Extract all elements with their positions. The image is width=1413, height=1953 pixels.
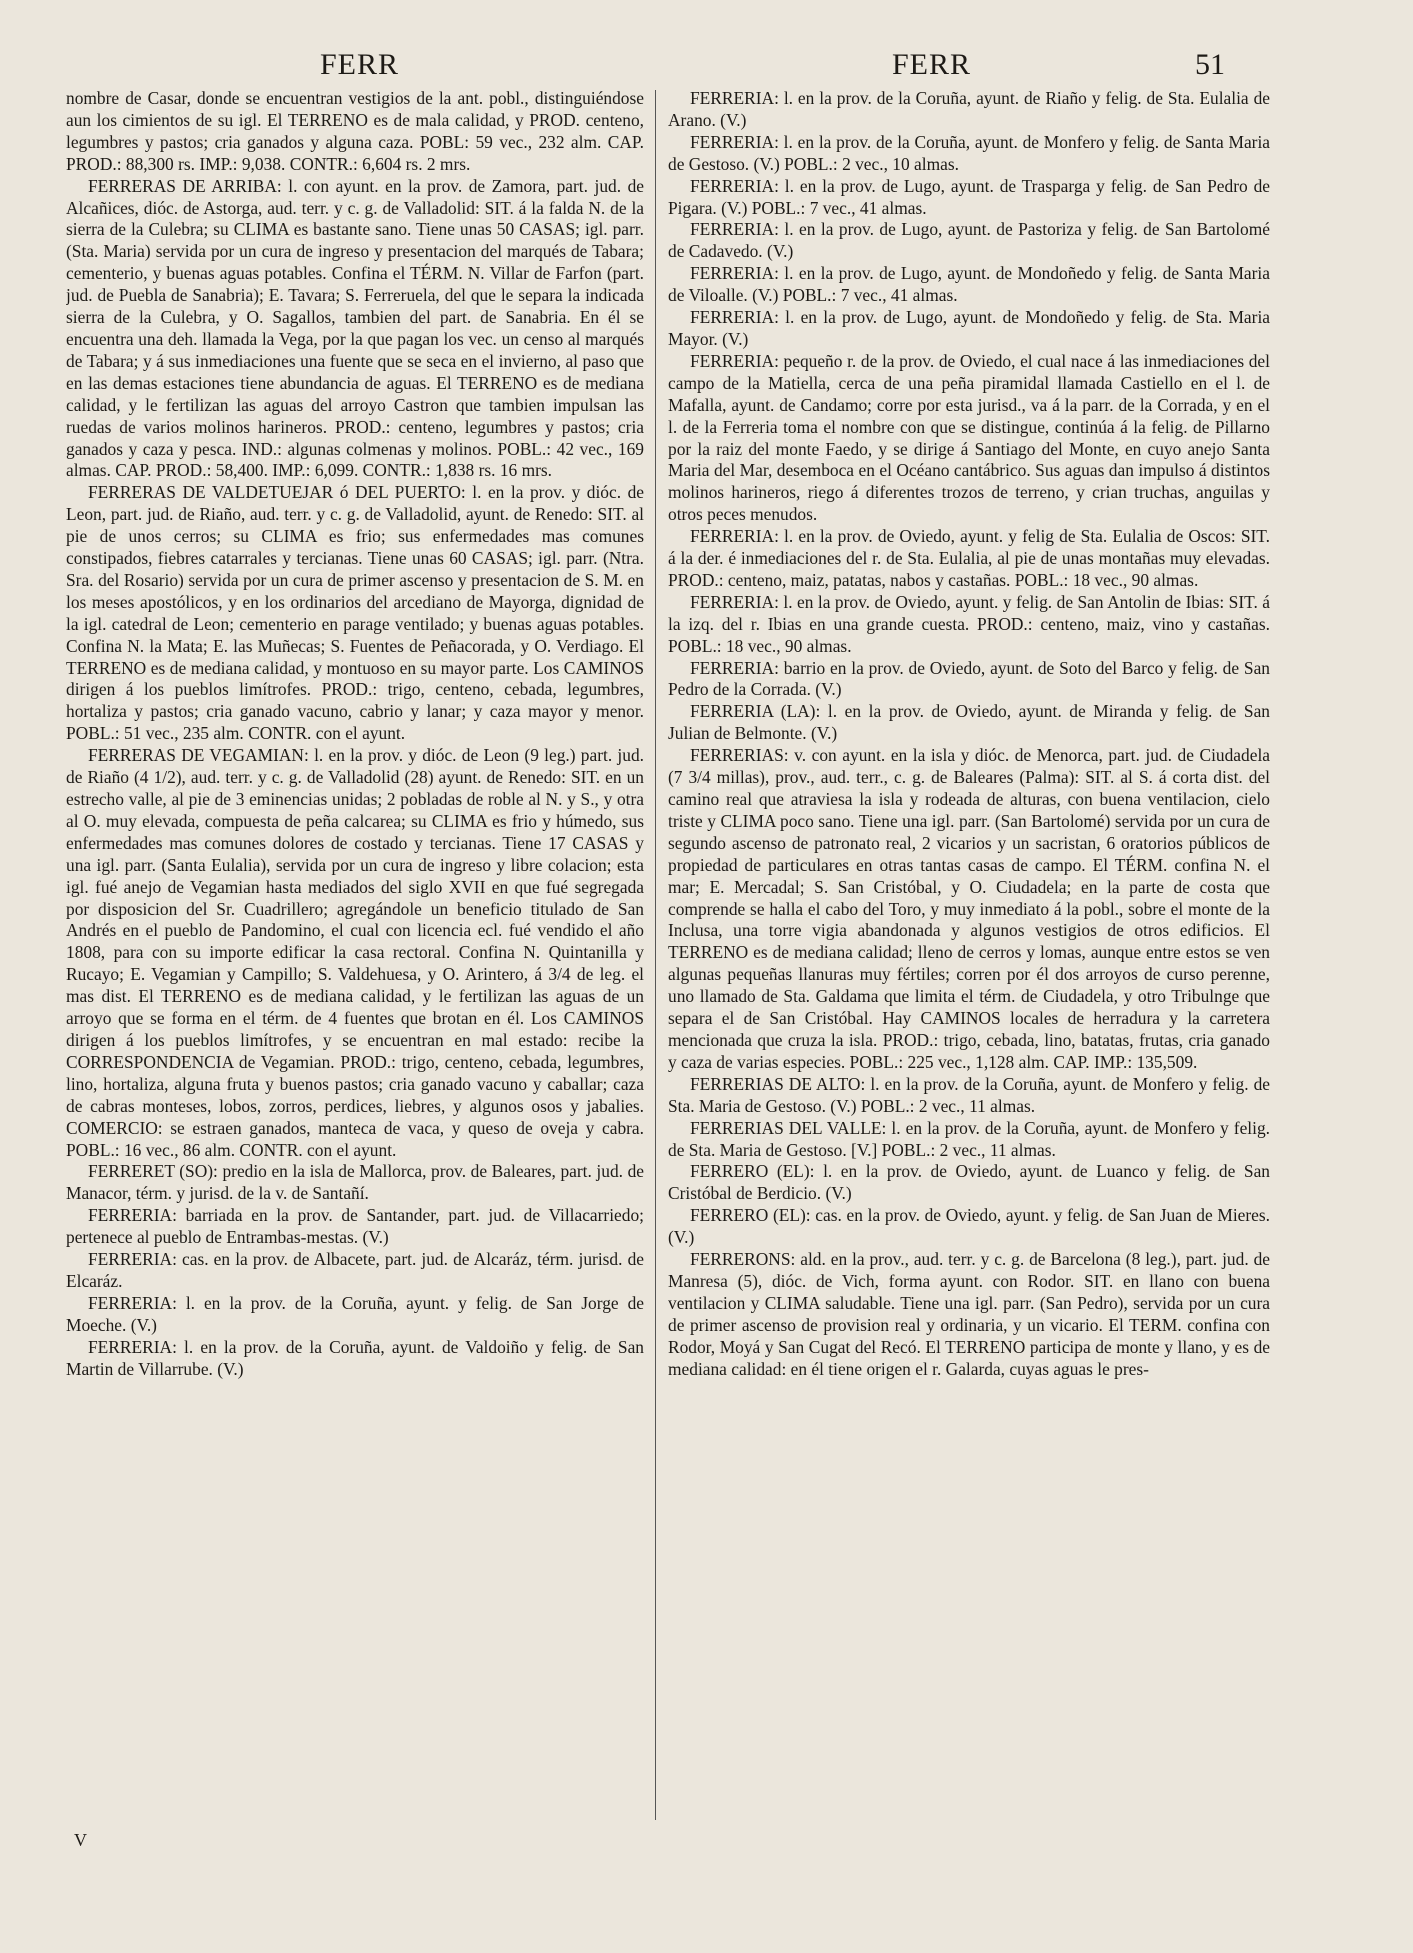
entry: FERRERIAS: v. con ayunt. en la isla y dióc. de Menorca, part. jud. de Ciudadela (7 3/4 millas), prov., aud. terr., c. g. de Baleares (Palma): SIT. al S. á corta dist. del camino real que atraviesa la isla y rodeada de alturas, con buena ventilacion, cielo triste y CLIMA poco sano. Tiene una igl. parr. (San Bartolomé) servida por un cura de segundo ascenso de patronato real, 2 vicarios y un sacristan, 6 oratorios públicos de propiedad de particulares en otras tantas casas de campo. El TÉRM. confina N. el mar; E. Mercadal; S. San Cristóbal, y O. Ciudadela; en la parte de costa que comprende se halla el cabo del Toro, y muy inmediato á la pobl., sobre el monte de la Inclusa, una torre vigia abandonada y algunos vestigios de otros edificios. El TERRENO es de mediana calidad; lleno de cerros y lomas, aunque entre estos se ven algunas pequeñas llanuras muy fértiles; corren por él dos arroyos de curso perenne, uno llamado de Sta. Galdama que limita el térm. de Ciudadela, y otro Tribulnge que separa el de San Cristóbal. Hay CAMINOS locales de herradura y la carretera mencionada que cruza la isla. PROD.: trigo, cebada, lino, batatas, frutas, cria ganado y caza de varias especies. POBL.: 225 vec., 1,128 alm. CAP. IMP.: 135,509. [668, 745, 1270, 1072]
entry: FERRERO (EL): cas. en la prov. de Oviedo, ayunt. y felig. de San Juan de Mieres. (V.) [668, 1205, 1270, 1248]
entry: FERRERIAS DEL VALLE: l. en la prov. de la Coruña, ayunt. de Monfero y felig. de Sta. Maria de Gestoso. [V.] POBL.: 2 vec., 11 almas. [668, 1117, 1270, 1160]
entry: FERRERIA: l. en la prov. de Lugo, ayunt. de Mondoñedo y felig. de Santa Maria de Viloalle. (V.) POBL.: 7 vec., 41 almas. [668, 263, 1270, 306]
entry: FERRERAS DE VALDETUEJAR ó DEL PUERTO: l. en la prov. y dióc. de Leon, part. jud. de Riaño, aud. terr. y c. g. de Valladolid, ayunt. de Renedo: SIT. al pie de unos cerros; su CLIMA es frio; sus enfermedades mas comunes constipados, fiebres catarrales y tercianas. Tiene unas 60 CASAS; igl. parr. (Ntra. Sra. del Rosario) servida por un cura de primer ascenso y presentacion de S. M. en los meses apostólicos, y en los ordinarios del arcediano de Mayorga, dignidad de la igl. catedral de Leon; cementerio en parage ventilado; y buenas aguas potables. Confina N. la Mata; E. las Muñecas; S. Fuentes de Peñacorada, y O. Verdiago. El TERRENO es de mediana calidad, y montuoso en su mayor parte. Los CAMINOS dirigen á los pueblos limítrofes. PROD.: trigo, centeno, cebada, legumbres, hortaliza y pastos; cria ganado vacuno, cabrio y lanar; y caza mayor y menor. POBL.: 51 vec., 235 alm. CONTR. con el ayunt. [66, 482, 644, 744]
entry: FERRERAS DE ARRIBA: l. con ayunt. en la prov. de Zamora, part. jud. de Alcañices, dióc. de Astorga, aud. terr. y c. g. de Valladolid: SIT. á la falda N. de la sierra de la Culebra; su CLIMA es bastante sano. Tiene unas 50 CASAS; igl. parr. (Sta. Maria) servida por un cura de ingreso y presentacion del marqués de Tabara; cementerio, y buenas aguas potables. Confina el TÉRM. N. Villar de Farfon (part. jud. de Puebla de Sanabria); E. Tavara; S. Ferreruela, del que le separa la indicada sierra de la Culebra, y O. Sagallos, tambien del part. de Sanabria. En él se encuentra una deh. llamada la Vega, por la que pagan los vec. un censo al marqués de Tabara; y á sus inmediaciones una fuente que se seca en el invierno, al paso que en las demas estaciones tiene abundancia de aguas. El TERRENO es de mediana calidad, y le fertilizan las aguas del arroyo Castron que tambien impulsan las ruedas de varios molinos harineros. PROD.: centeno, legumbres y pastos; cria ganados y caza y pesca. IND.: algunas colmenas y molinos. POBL.: 42 vec., 169 almas. CAP. PROD.: 58,400. IMP.: 6,099. CONTR.: 1,838 rs. 16 mrs. [66, 175, 644, 481]
entry: FERRERIA: l. en la prov. de la Coruña, ayunt. y felig. de San Jorge de Moeche. (V.) [66, 1292, 644, 1335]
entry: FERRERIA: barriada en la prov. de Santander, part. jud. de Villacarriedo; pertenece al pueblo de Entrambas-mestas. (V.) [66, 1205, 644, 1248]
entry: FERRERO (EL): l. en la prov. de Oviedo, ayunt. de Luanco y felig. de San Cristóbal de Berdicio. (V.) [668, 1161, 1270, 1204]
entry: FERRERIA: l. en la prov. de Lugo, ayunt. de Pastoriza y felig. de San Bartolomé de Cadavedo. (V.) [668, 219, 1270, 262]
entry: FERRERIA: l. en la prov. de la Coruña, ayunt. de Riaño y felig. de Sta. Eulalia de Arano. (V.) [668, 88, 1270, 130]
entry: FERRERIA: cas. en la prov. de Albacete, part. jud. de Alcaráz, térm. jurisd. de Elcaráz. [66, 1249, 644, 1291]
entry: FERRERIA: l. en la prov. de Oviedo, ayunt. y felig de Sta. Eulalia de Oscos: SIT. á la der. é inmediaciones del r. de Sta. Eulalia, al pie de unas montañas muy elevadas. PROD.: centeno, maiz, patatas, nabos y castañas. POBL.: 18 vec., 90 almas. [668, 526, 1270, 590]
signature-mark: V [74, 1830, 87, 1850]
entry: nombre de Casar, donde se encuentran vestigios de la ant. pobl., distinguiéndose aun los cimientos de su igl. El TERRENO es de mala calidad, y PROD. centeno, legumbres y pastos; cria ganados y alguna caza. POBL: 59 vec., 232 alm. CAP. PROD.: 88,300 rs. IMP.: 9,038. CONTR.: 6,604 rs. 2 mrs. [66, 88, 644, 174]
entry: FERRERIA (LA): l. en la prov. de Oviedo, ayunt. de Miranda y felig. de San Julian de Belmonte. (V.) [668, 701, 1270, 744]
entry: FERRERIA: l. en la prov. de Oviedo, ayunt. y felig. de San Antolin de Ibias: SIT. á la izq. del r. Ibias en una grande cuesta. PROD.: centeno, maiz, vino y castañas. POBL.: 18 vec., 90 almas. [668, 591, 1270, 656]
entry: FERRERET (SO): predio en la isla de Mallorca, prov. de Baleares, part. jud. de Manacor, térm. y jurisd. de la v. de Santañí. [66, 1161, 644, 1204]
page-number: 51 [1195, 48, 1225, 81]
entry: FERRERIAS DE ALTO: l. en la prov. de la Coruña, ayunt. de Monfero y felig. de Sta. Maria de Gestoso. (V.) POBL.: 2 vec., 11 almas. [668, 1073, 1270, 1116]
column-rule [655, 90, 656, 1820]
right-column [668, 88, 1270, 1828]
entry: FERRERIA: l. en la prov. de la Coruña, ayunt. de Valdoiño y felig. de San Martin de Villarrube. (V.) [66, 1336, 644, 1379]
entry: FERRERIA: l. en la prov. de Lugo, ayunt. de Trasparga y felig. de San Pedro de Pigara. (V.) POBL.: 7 vec., 41 almas. [668, 175, 1270, 218]
entry: FERRERIA: l. en la prov. de la Coruña, ayunt. de Monfero y felig. de Santa Maria de Gestoso. (V.) POBL.: 2 vec., 10 almas. [668, 131, 1270, 174]
entry: FERRERIA: l. en la prov. de Lugo, ayunt. de Mondoñedo y felig. de Sta. Maria Mayor. (V.) [668, 307, 1270, 349]
entry: FERRERAS DE VEGAMIAN: l. en la prov. y dióc. de Leon (9 leg.) part. jud. de Riaño (4 1/2), aud. terr. y c. g. de Valladolid (28) ayunt. de Renedo: SIT. en un estrecho valle, al pie de 3 eminencias unidas; 2 pobladas de roble al N. y S., y otra al O. muy elevada, compuesta de peña calcarea; su CLIMA es frio y húmedo, sus enfermedades mas comunes dolores de costado y tercianas. Tiene 17 CASAS y una igl. parr. (Santa Eulalia), servida por un cura de ingreso y libre colacion; esta igl. fué anejo de Vegamian hasta mediados del siglo XVII en que fué segregada por disposicion del Sr. Cuadrillero; agregándole un beneficio titulado de San Andrés en el pueblo de Pandomino, el cual con licencia ecl. fué vendido el año 1808, para con su importe edificar la casa rectoral. Confina N. Quintanilla y Rucayo; E. Vegamian y Campillo; S. Valdehuesa, y O. Arintero, á 3/4 de leg. el mas dist. El TERRENO es de mediana calidad, y le fertilizan las aguas de un arroyo que se forma en el térm. de 4 fuentes que brotan en él. Los CAMINOS dirigen á los pueblos limítrofes, y se encuentran en mal estado: recibe la CORRESPONDENCIA de Vegamian. PROD.: trigo, centeno, cebada, legumbres, lino, hortaliza, alguna fruta y buenos pastos; cria ganado vacuno y caballar; caza de cabras monteses, lobos, zorros, perdices, liebres, y algunos osos y jabalies. COMERCIO: se estraen ganados, manteca de vaca, y queso de oveja y cabra. POBL.: 16 vec., 86 alm. CONTR. con el ayunt. [66, 745, 644, 1160]
entry: FERRERIA: pequeño r. de la prov. de Oviedo, el cual nace á las inmediaciones del campo de la Matiella, cerca de una peña piramidal llamada Castiello en el l. de Mafalla, ayunt. de Candamo; corre por esta jurisd., va á la parr. de la Corrada, y en el l. de la Ferreria toma el nombre con que se distingue, continúa á la felig. de Pillarno por la raiz del monte Faedo, y se dirige á Santiago del Monte, en cuyo anejo Santa Maria del Mar, desemboca en el Océano cantábrico. Sus aguas dan impulso á distintos molinos harineros, riego á diferentes trozos de terreno, y crian truchas, anguilas y otros peces menudos. [668, 350, 1270, 525]
running-head-left: FERR [320, 48, 400, 81]
page-header [0, 48, 1413, 88]
left-column [66, 88, 644, 1828]
entry: FERRERONS: ald. en la prov., aud. terr. y c. g. de Barcelona (8 leg.), part. jud. de Manresa (5), dióc. de Vich, forma ayunt. con Rodor. SIT. en llano con buena ventilacion y CLIMA saludable. Tiene una igl. parr. (San Pedro), servida por un cura de primer ascenso de provision real y ordinaria, y un vicario. El TERM. confina con Rodor, Moyá y San Cugat del Recó. El TERRENO participa de monte y llano, y es de mediana calidad: en él tiene origen el r. Galarda, cuyas aguas le pres- [668, 1249, 1270, 1379]
entry: FERRERIA: barrio en la prov. de Oviedo, ayunt. de Soto del Barco y felig. de San Pedro de la Corrada. (V.) [668, 657, 1270, 700]
running-head-right: FERR [892, 48, 972, 81]
